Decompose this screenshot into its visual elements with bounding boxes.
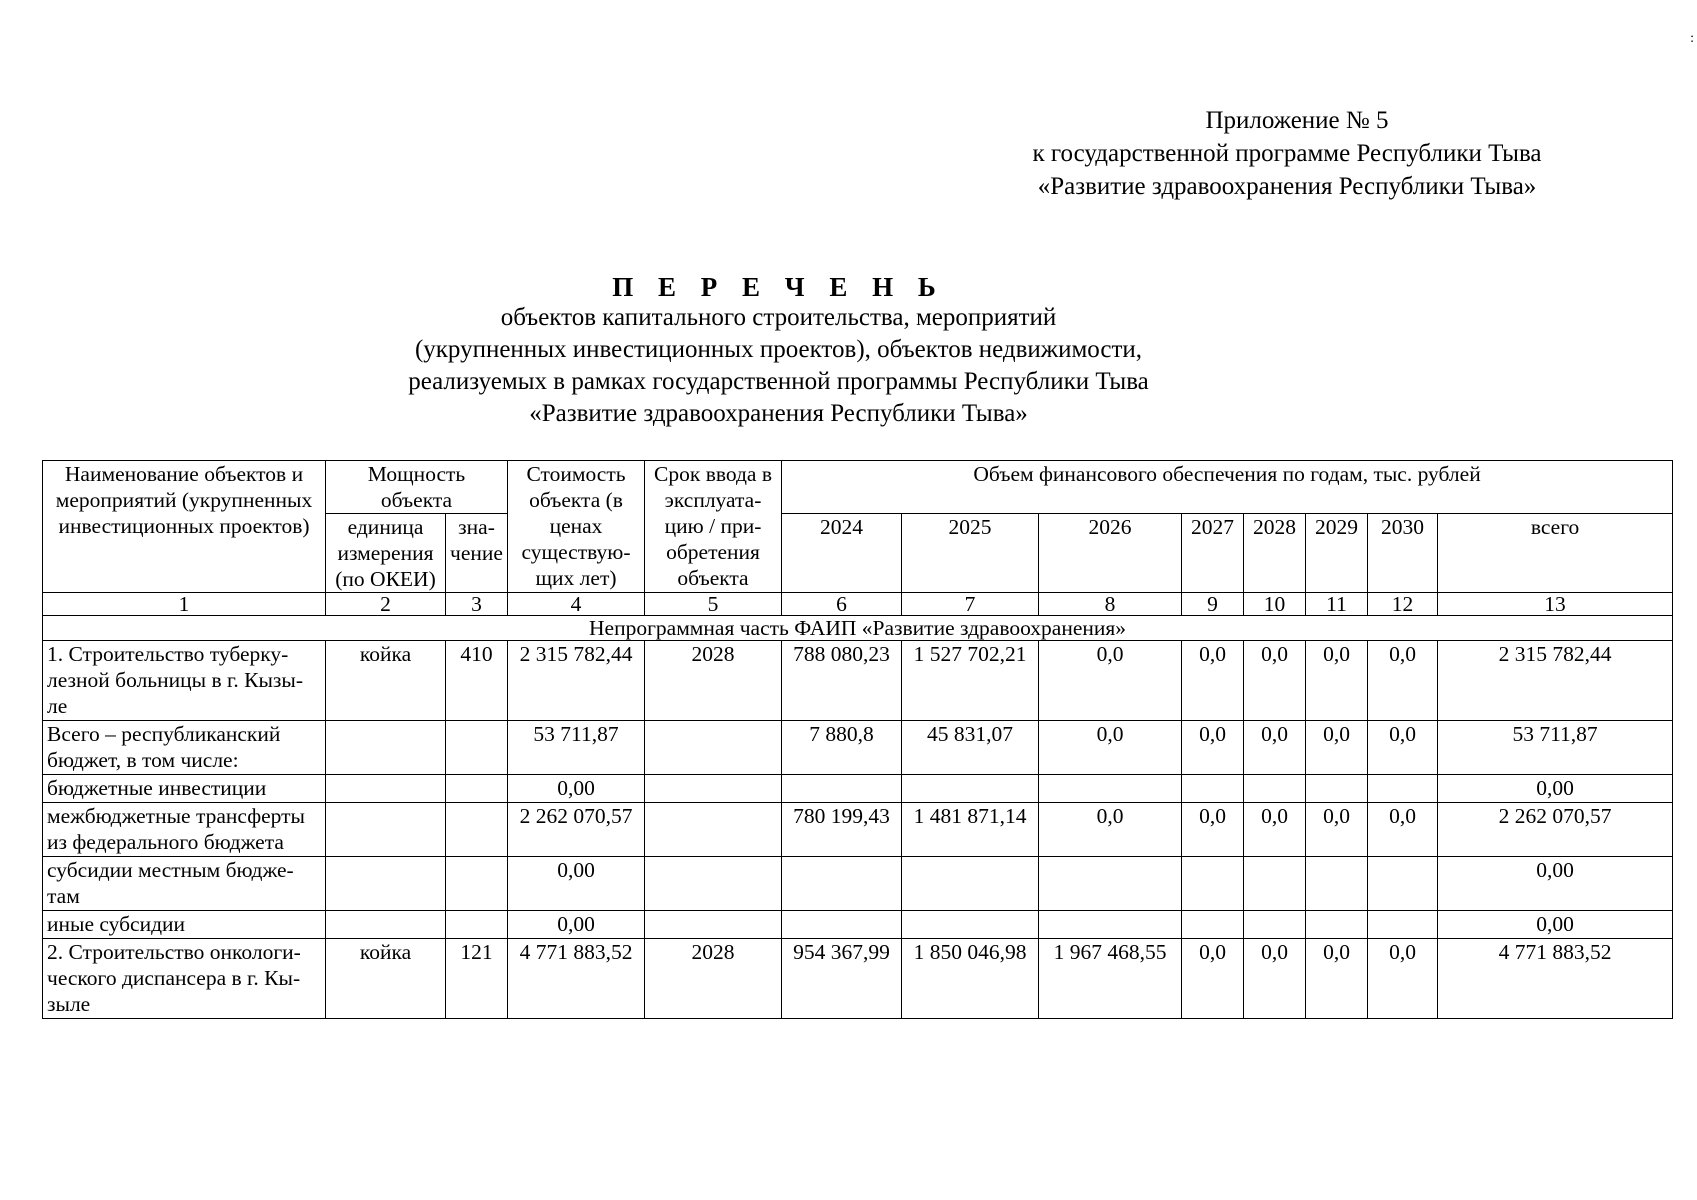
- row-2025: 1 481 871,14: [902, 803, 1039, 857]
- row-2025: [902, 911, 1039, 939]
- header-name: Наименование объектов и мероприятий (укрупненных инвестиционных проектов): [43, 461, 326, 593]
- row-name: иные субсидии: [43, 911, 326, 939]
- column-index: 7: [902, 593, 1039, 616]
- row-value: [446, 857, 508, 911]
- row-term: [645, 857, 782, 911]
- row-2024: 788 080,23: [782, 641, 902, 721]
- row-unit: [326, 721, 446, 775]
- document-subtitle-line3: реализуемых в рамках государственной программы Республики Тыва: [408, 368, 1149, 395]
- scan-mark: :: [1690, 31, 1694, 46]
- row-2028: 0,0: [1244, 641, 1306, 721]
- row-total: 4 771 883,52: [1438, 939, 1673, 1019]
- section-title: Непрограммная часть ФАИП «Развитие здравоохранения»: [43, 616, 1673, 641]
- row-value: [446, 721, 508, 775]
- row-2025: [902, 857, 1039, 911]
- row-2025: 45 831,07: [902, 721, 1039, 775]
- row-term: [645, 911, 782, 939]
- row-unit: койка: [326, 939, 446, 1019]
- row-unit: [326, 803, 446, 857]
- row-term: [645, 721, 782, 775]
- row-2027: 0,0: [1182, 721, 1244, 775]
- row-value: [446, 775, 508, 803]
- row-cost: 2 262 070,57: [508, 803, 645, 857]
- row-term: [645, 775, 782, 803]
- row-total: 2 315 782,44: [1438, 641, 1673, 721]
- appendix-program: к государственной программе Республики Тыва: [1032, 140, 1542, 167]
- row-name: Всего – республиканский бюджет, в том числе:: [43, 721, 326, 775]
- row-value: [446, 911, 508, 939]
- document-subtitle-line4: «Развитие здравоохранения Республики Тыва»: [529, 400, 1028, 427]
- row-2028: [1244, 857, 1306, 911]
- column-index: 5: [645, 593, 782, 616]
- row-name: бюджетные инвестиции: [43, 775, 326, 803]
- table-row: [43, 775, 1673, 803]
- header-year-2030: 2030: [1368, 514, 1438, 593]
- row-2025: 1 527 702,21: [902, 641, 1039, 721]
- column-index: 1: [43, 593, 326, 616]
- column-index: 9: [1182, 593, 1244, 616]
- row-cost: 53 711,87: [508, 721, 645, 775]
- table-row: [43, 911, 1673, 939]
- header-value: зна-чение: [446, 514, 508, 593]
- column-index: 2: [326, 593, 446, 616]
- header-capacity: Мощность объекта: [326, 461, 508, 514]
- row-2025: [902, 775, 1039, 803]
- row-2026: 0,0: [1039, 803, 1182, 857]
- row-2030: 0,0: [1368, 721, 1438, 775]
- column-index: 6: [782, 593, 902, 616]
- table-row: [43, 939, 1673, 1019]
- row-2024: [782, 911, 902, 939]
- row-cost: 4 771 883,52: [508, 939, 645, 1019]
- row-2027: 0,0: [1182, 939, 1244, 1019]
- row-2027: [1182, 775, 1244, 803]
- document-heading: [0, 0, 1697, 430]
- row-value: 121: [446, 939, 508, 1019]
- header-term: Срок ввода в эксплуата-цию / при-обретения объекта: [645, 461, 782, 593]
- row-total: 2 262 070,57: [1438, 803, 1673, 857]
- row-2029: 0,0: [1306, 641, 1368, 721]
- row-2029: [1306, 775, 1368, 803]
- row-cost: 0,00: [508, 857, 645, 911]
- row-term: 2028: [645, 641, 782, 721]
- row-2028: 0,0: [1244, 939, 1306, 1019]
- row-2028: [1244, 775, 1306, 803]
- row-2030: 0,0: [1368, 939, 1438, 1019]
- column-index: 12: [1368, 593, 1438, 616]
- row-total: 0,00: [1438, 775, 1673, 803]
- row-cost: 0,00: [508, 911, 645, 939]
- header-unit: единица измерения (по ОКЕИ): [326, 514, 446, 593]
- row-total: 0,00: [1438, 857, 1673, 911]
- column-index: 13: [1438, 593, 1673, 616]
- row-value: [446, 803, 508, 857]
- row-value: 410: [446, 641, 508, 721]
- row-2026: 1 967 468,55: [1039, 939, 1182, 1019]
- row-unit: [326, 775, 446, 803]
- row-2026: 0,0: [1039, 721, 1182, 775]
- header-year-2027: 2027: [1182, 514, 1244, 593]
- row-total: 0,00: [1438, 911, 1673, 939]
- objects-table: [42, 460, 1673, 1019]
- row-2024: 954 367,99: [782, 939, 902, 1019]
- row-2026: [1039, 775, 1182, 803]
- header-year-2025: 2025: [902, 514, 1039, 593]
- header-year-2029: 2029: [1306, 514, 1368, 593]
- header-year-2026: 2026: [1039, 514, 1182, 593]
- row-unit: койка: [326, 641, 446, 721]
- column-index-row: [43, 593, 1673, 616]
- table-row: [43, 721, 1673, 775]
- document-title: П Е Р Е Ч Е Н Ь: [612, 272, 945, 302]
- row-term: 2028: [645, 939, 782, 1019]
- row-2029: 0,0: [1306, 721, 1368, 775]
- row-2027: [1182, 857, 1244, 911]
- row-2027: 0,0: [1182, 641, 1244, 721]
- row-2024: 780 199,43: [782, 803, 902, 857]
- row-2030: 0,0: [1368, 641, 1438, 721]
- row-2030: [1368, 911, 1438, 939]
- row-cost: 0,00: [508, 775, 645, 803]
- row-2028: 0,0: [1244, 803, 1306, 857]
- column-index: 10: [1244, 593, 1306, 616]
- table-row: [43, 803, 1673, 857]
- row-unit: [326, 911, 446, 939]
- row-2024: [782, 857, 902, 911]
- header-year-2028: 2028: [1244, 514, 1306, 593]
- table-row: [43, 641, 1673, 721]
- row-name: межбюджетные трансферты из федерального бюджета: [43, 803, 326, 857]
- header-cost: Стоимость объекта (в ценах существую-щих лет): [508, 461, 645, 593]
- header-year-2024: 2024: [782, 514, 902, 593]
- row-2030: [1368, 857, 1438, 911]
- appendix-number: Приложение № 5: [1205, 107, 1389, 134]
- row-total: 53 711,87: [1438, 721, 1673, 775]
- row-2029: [1306, 911, 1368, 939]
- row-name: 2. Строительство онкологи-ческого диспансера в г. Кы-зыле: [43, 939, 326, 1019]
- header-funding: Объем финансового обеспечения по годам, тыс. рублей: [782, 461, 1673, 514]
- row-2029: [1306, 857, 1368, 911]
- row-name: 1. Строительство туберку-лезной больницы в г. Кызы-ле: [43, 641, 326, 721]
- row-2025: 1 850 046,98: [902, 939, 1039, 1019]
- row-2026: [1039, 857, 1182, 911]
- document-subtitle-line1: объектов капитального строительства, мероприятий: [500, 304, 1057, 331]
- header-row-1: [43, 461, 1673, 514]
- row-2030: 0,0: [1368, 803, 1438, 857]
- header-total: всего: [1438, 514, 1673, 593]
- row-2027: 0,0: [1182, 803, 1244, 857]
- column-index: 3: [446, 593, 508, 616]
- row-2028: [1244, 911, 1306, 939]
- section-row: [43, 616, 1673, 641]
- row-cost: 2 315 782,44: [508, 641, 645, 721]
- row-2030: [1368, 775, 1438, 803]
- row-2026: 0,0: [1039, 641, 1182, 721]
- row-2027: [1182, 911, 1244, 939]
- document-subtitle-line2: (укрупненных инвестиционных проектов), объектов недвижимости,: [414, 336, 1143, 363]
- column-index: 11: [1306, 593, 1368, 616]
- appendix-program-name: «Развитие здравоохранения Республики Тыва»: [1037, 173, 1537, 200]
- row-unit: [326, 857, 446, 911]
- row-2028: 0,0: [1244, 721, 1306, 775]
- row-2024: 7 880,8: [782, 721, 902, 775]
- column-index: 4: [508, 593, 645, 616]
- row-2026: [1039, 911, 1182, 939]
- row-2029: 0,0: [1306, 803, 1368, 857]
- table-row: [43, 857, 1673, 911]
- row-term: [645, 803, 782, 857]
- row-2029: 0,0: [1306, 939, 1368, 1019]
- row-name: субсидии местным бюдже-там: [43, 857, 326, 911]
- row-2024: [782, 775, 902, 803]
- column-index: 8: [1039, 593, 1182, 616]
